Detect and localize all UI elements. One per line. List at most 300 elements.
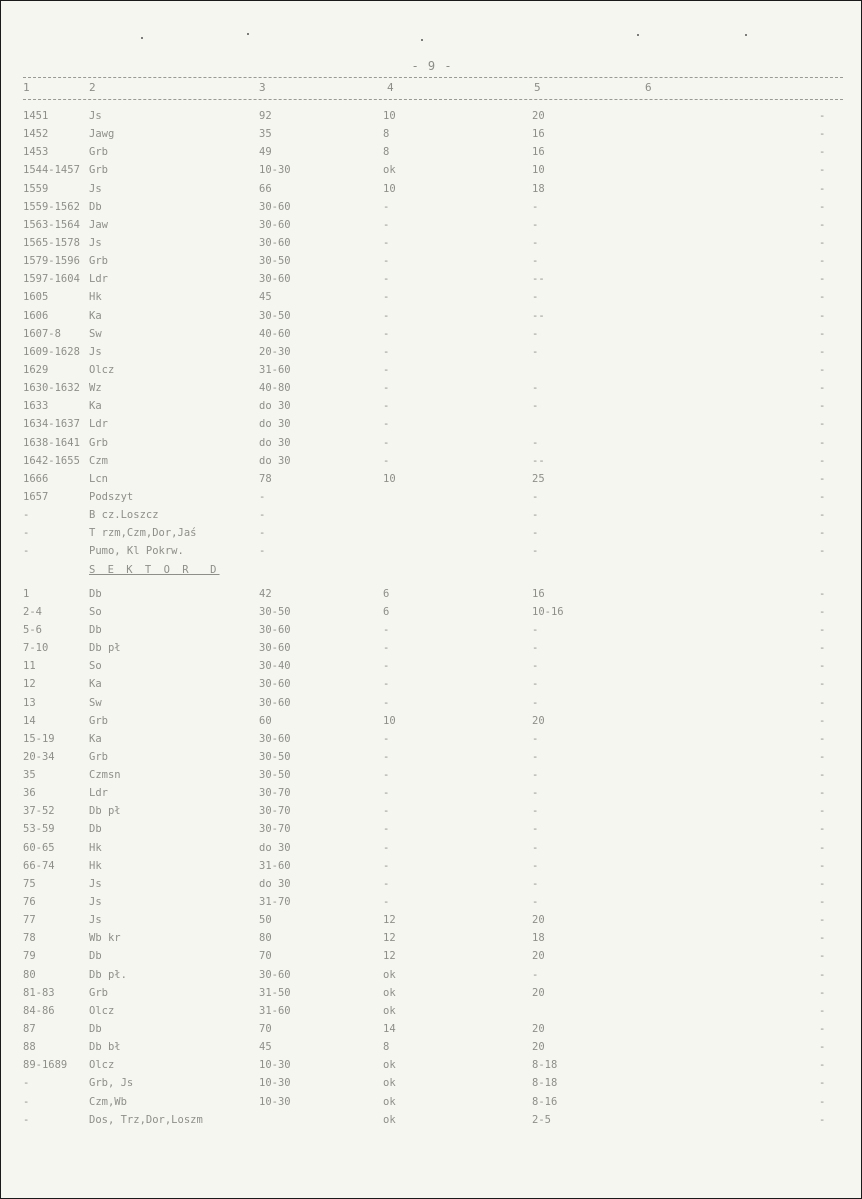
table-row [1,488,862,506]
table-row [1,524,862,542]
table-cell-col2: Grb [89,436,108,449]
table-row [1,379,862,397]
table-cell-col3: 30-50 [259,255,291,268]
table-cell-col5: 8-18 [532,1077,558,1090]
table-cell-col1: 1544-1457 [23,164,80,177]
table-cell-col1: 37-52 [23,805,55,818]
table-row [1,470,862,488]
col-header-4: 4 [387,81,394,94]
table-cell-col4: 12 [383,932,396,945]
table-row [1,1002,862,1020]
table-cell-col1: 1559 [23,182,49,195]
table-cell-col5: 20 [532,110,545,122]
table-cell-col3: do 30 [259,877,291,890]
table-cell-col4: - [383,841,390,854]
table-cell-col3: 30-60 [259,968,291,981]
table-cell-col5: - [532,732,539,745]
table-cell-col5: - [532,490,539,503]
table-cell-col5: - [532,805,539,818]
table-cell-col2: Db [89,587,102,600]
section-heading: S E K T O R D [89,563,220,576]
table-cell-col4: 6 [383,605,390,618]
table-cell-col5: 18 [532,932,545,945]
table-cell-col6: - [819,950,826,963]
table-cell-col4: - [383,660,390,673]
table-cell-col4: 14 [383,1023,396,1036]
table-cell-col3: 70 [259,950,272,963]
table-row [1,161,862,179]
table-cell-col6: - [819,605,826,618]
table-cell-col2: Lcn [89,472,108,485]
table-cell-col5: 8-16 [532,1095,558,1108]
table-cell-col4: ok [383,1113,396,1126]
table-cell-col5: - [532,436,539,449]
table-cell-col2: Db [89,823,102,836]
table-cell-col3: 30-60 [259,642,291,655]
table-row [1,288,862,306]
table-cell-col1: 76 [23,896,36,909]
table-cell-col2: Js [89,345,102,358]
table-cell-col2: Sw [89,696,102,709]
table-cell-col6: - [819,236,826,249]
table-row [1,784,862,802]
table-row [1,893,862,911]
table-row [1,585,862,603]
table-cell-col3: 78 [259,472,272,485]
table-cell-col3: 30-50 [259,769,291,782]
table-cell-col1: 1642-1655 [23,454,80,467]
table-cell-col6: - [819,436,826,449]
table-cell-col1: 2-4 [23,605,42,618]
table-cell-col2: Js [89,877,102,890]
table-cell-col3: 31-60 [259,1004,291,1017]
table-cell-col1: 1606 [23,309,49,322]
table-cell-col6: - [819,623,826,636]
table-cell-col3: 30-60 [259,236,291,249]
table-cell-col4: ok [383,164,396,177]
table-cell-col6: - [819,345,826,358]
table-cell-col4: - [383,859,390,872]
table-cell-col1: 1630-1632 [23,382,80,395]
table-cell-col1: 1565-1578 [23,236,80,249]
col-header-6: 6 [645,81,652,94]
table-cell-col6: - [819,986,826,999]
table-row [1,621,862,639]
table-cell-col2: Jawg [89,128,115,141]
table-cell-col5: - [532,236,539,249]
table-row [1,929,862,947]
table-cell-col5: - [532,291,539,304]
table-cell-col2: Grb [89,164,108,177]
table-row [1,1093,862,1111]
table-cell-col6: - [819,218,826,231]
table-cell-col3: do 30 [259,454,291,467]
table-cell-col4: - [383,291,390,304]
table-cell-col4: - [383,769,390,782]
table-cell-col3: 45 [259,291,272,304]
table-cell-col1: 80 [23,968,36,981]
table-cell-col1: 12 [23,678,36,691]
table-cell-col5: - [532,400,539,413]
table-cell-col1: - [23,527,30,540]
table-row [1,325,862,343]
table-cell-col2: Grb [89,146,108,159]
table-cell-col3: 30-70 [259,787,291,800]
table-cell-col6: - [819,363,826,376]
table-row [1,361,862,379]
table-cell-col4: - [383,732,390,745]
table-cell-col3: 49 [259,146,272,159]
table-cell-col1: 1453 [23,146,49,159]
table-cell-col1: 1597-1604 [23,273,80,286]
table-cell-col3: 60 [259,714,272,727]
table-cell-col1: 1666 [23,472,49,485]
table-cell-col3: - [259,509,266,522]
table-cell-col5: 20 [532,1023,545,1036]
table-cell-col4: - [383,823,390,836]
table-cell-col3: 30-60 [259,273,291,286]
table-cell-col1: 1451 [23,110,49,122]
table-cell-col2: Js [89,110,102,122]
table-cell-col3: 31-60 [259,859,291,872]
table-cell-col2: Pumo, Kl Pokrw. [89,545,184,558]
table-cell-col4: - [383,236,390,249]
header-rule [23,99,843,100]
table-cell-col6: - [819,454,826,467]
table-cell-col6: - [819,182,826,195]
table-cell-col2: Db [89,623,102,636]
table-cell-col6: - [819,1041,826,1054]
table-cell-col5: -- [532,454,545,467]
table-cell-col2: Js [89,236,102,249]
table-cell-col1: 84-86 [23,1004,55,1017]
table-cell-col6: - [819,1113,826,1126]
table-cell-col5: - [532,382,539,395]
table-cell-col4: 10 [383,472,396,485]
table-cell-col2: Db pł [89,805,121,818]
table-cell-col6: - [819,678,826,691]
table-cell-col1: 88 [23,1041,36,1054]
table-cell-col6: - [819,472,826,485]
table-body [1,107,862,1129]
table-cell-col3: 30-60 [259,732,291,745]
table-cell-col5: - [532,623,539,636]
table-cell-col2: Db [89,950,102,963]
table-cell-col6: - [819,841,826,854]
table-cell-col1: 11 [23,660,36,673]
table-cell-col6: - [819,1095,826,1108]
table-cell-col5: - [532,896,539,909]
table-cell-col2: Olcz [89,1059,115,1072]
column-header-row [1,81,862,99]
table-cell-col2: Dos, Trz,Dor,Loszm [89,1113,203,1126]
table-cell-col4: - [383,273,390,286]
table-cell-col2: Ka [89,732,102,745]
table-cell-col3: 92 [259,110,272,122]
table-cell-col1: - [23,1077,30,1090]
table-cell-col5: - [532,696,539,709]
table-cell-col4: - [383,309,390,322]
table-row [1,343,862,361]
table-cell-col4: - [383,255,390,268]
table-row [1,542,862,560]
col-header-1: 1 [23,81,30,94]
table-cell-col6: - [819,732,826,745]
table-cell-col1: 1 [23,587,30,600]
table-cell-col6: - [819,128,826,141]
table-cell-col2: Ldr [89,418,108,431]
table-cell-col4: - [383,896,390,909]
table-cell-col1: 7-10 [23,642,49,655]
table-cell-col1: 1629 [23,363,49,376]
table-row [1,1111,862,1129]
table-cell-col5: - [532,527,539,540]
table-row [1,1038,862,1056]
table-cell-col4: 6 [383,587,390,600]
table-row [1,506,862,524]
table-cell-col1: 89-1689 [23,1059,68,1072]
table-cell-col4: - [383,363,390,376]
table-cell-col5: 20 [532,950,545,963]
table-cell-col5: 10-16 [532,605,564,618]
table-cell-col1: 36 [23,787,36,800]
table-cell-col4: - [383,805,390,818]
table-cell-col4: ok [383,1004,396,1017]
table-cell-col2: Czm,Wb [89,1095,127,1108]
table-cell-col6: - [819,164,826,177]
table-cell-col3: 30-60 [259,200,291,213]
table-cell-col6: - [819,750,826,763]
table-cell-col2: Sw [89,327,102,340]
table-cell-col2: So [89,605,102,618]
table-row [1,766,862,784]
table-cell-col6: - [819,527,826,540]
table-cell-col2: Db bł [89,1041,121,1054]
table-cell-col3: do 30 [259,841,291,854]
table-cell-col5: 16 [532,587,545,600]
table-cell-col6: - [819,968,826,981]
table-cell-col4: - [383,382,390,395]
table-cell-col6: - [819,1059,826,1072]
table-cell-col4: - [383,642,390,655]
table-cell-col6: - [819,110,826,122]
table-row [1,657,862,675]
table-cell-col1: 81-83 [23,986,55,999]
table-cell-col1: 1559-1562 [23,200,80,213]
table-cell-col3: 30-50 [259,309,291,322]
table-cell-col5: - [532,823,539,836]
table-cell-col4: - [383,345,390,358]
page-number: - 9 - [411,59,453,73]
section-heading-row [1,561,862,579]
table-cell-col3: 30-50 [259,750,291,763]
table-cell-col1: 78 [23,932,36,945]
table-cell-col5: 20 [532,986,545,999]
table-cell-col1: 1452 [23,128,49,141]
table-cell-col1: 13 [23,696,36,709]
table-row [1,143,862,161]
table-cell-col5: - [532,877,539,890]
table-cell-col3: do 30 [259,418,291,431]
table-cell-col1: 1638-1641 [23,436,80,449]
table-cell-col1: 1605 [23,291,49,304]
table-cell-col4: - [383,400,390,413]
table-row [1,748,862,766]
table-cell-col5: - [532,660,539,673]
table-cell-col5: - [532,545,539,558]
table-cell-col1: 20-34 [23,750,55,763]
table-cell-col2: Olcz [89,363,115,376]
table-cell-col1: 1657 [23,490,49,503]
table-cell-col5: 20 [532,1041,545,1054]
table-row [1,820,862,838]
table-row [1,1020,862,1038]
table-row [1,1074,862,1092]
table-cell-col3: 30-50 [259,605,291,618]
table-cell-col4: ok [383,1095,396,1108]
table-row [1,125,862,143]
table-row [1,857,862,875]
table-row [1,984,862,1002]
table-cell-col6: - [819,642,826,655]
table-cell-col3: 30-70 [259,823,291,836]
table-cell-col4: - [383,327,390,340]
table-cell-col2: Db [89,200,102,213]
table-cell-col2: So [89,660,102,673]
table-cell-col3: 66 [259,182,272,195]
table-row [1,307,862,325]
table-row [1,270,862,288]
table-cell-col2: Grb [89,986,108,999]
table-cell-col1: 1579-1596 [23,255,80,268]
table-cell-col1: 1563-1564 [23,218,80,231]
table-cell-col6: - [819,509,826,522]
table-row [1,434,862,452]
table-row [1,712,862,730]
table-cell-col2: Js [89,914,102,927]
table-cell-col6: - [819,490,826,503]
table-cell-col1: 53-59 [23,823,55,836]
table-cell-col4: - [383,623,390,636]
col-header-5: 5 [534,81,541,94]
table-cell-col5: - [532,509,539,522]
table-cell-col3: - [259,545,266,558]
table-cell-col3: 30-60 [259,696,291,709]
table-cell-col3: 30-40 [259,660,291,673]
table-cell-col4: - [383,454,390,467]
table-cell-col1: 79 [23,950,36,963]
table-cell-col2: Olcz [89,1004,115,1017]
table-cell-col1: 14 [23,714,36,727]
table-cell-col5: 8-18 [532,1059,558,1072]
table-cell-col1: 1609-1628 [23,345,80,358]
table-cell-col2: Ka [89,400,102,413]
table-cell-col4: 10 [383,182,396,195]
table-cell-col1: - [23,1113,30,1126]
table-cell-col4: 8 [383,1041,390,1054]
table-row [1,397,862,415]
table-row [1,252,862,270]
table-cell-col5: -- [532,273,545,286]
table-cell-col2: Jaw [89,218,108,231]
table-row [1,198,862,216]
table-cell-col2: Czmsn [89,769,121,782]
table-cell-col5: - [532,200,539,213]
table-cell-col1: 75 [23,877,36,890]
table-cell-col6: - [819,1004,826,1017]
table-cell-col1: 87 [23,1023,36,1036]
table-cell-col2: Grb, Js [89,1077,134,1090]
table-cell-col6: - [819,146,826,159]
table-row [1,603,862,621]
table-cell-col3: 31-70 [259,896,291,909]
table-cell-col1: 1607-8 [23,327,61,340]
table-cell-col2: B cz.Loszcz [89,509,159,522]
table-cell-col3: 35 [259,128,272,141]
table-cell-col5: - [532,255,539,268]
table-cell-col1: - [23,1095,30,1108]
table-row [1,452,862,470]
table-cell-col5: - [532,218,539,231]
table-cell-col6: - [819,291,826,304]
table-cell-col3: - [259,490,266,503]
col-header-2: 2 [89,81,96,94]
table-cell-col3: 31-60 [259,363,291,376]
table-cell-col3: do 30 [259,436,291,449]
table-cell-col1: 1634-1637 [23,418,80,431]
table-cell-col5: - [532,769,539,782]
table-cell-col2: Wz [89,382,102,395]
table-row [1,839,862,857]
table-cell-col6: - [819,1023,826,1036]
table-row [1,911,862,929]
table-cell-col3: - [259,527,266,540]
table-cell-col5: - [532,750,539,763]
table-cell-col3: 10-30 [259,1059,291,1072]
table-cell-col2: Grb [89,714,108,727]
table-row [1,216,862,234]
table-cell-col4: ok [383,968,396,981]
table-cell-col6: - [819,714,826,727]
table-cell-col5: -- [532,309,545,322]
table-cell-col2: Czm [89,454,108,467]
table-cell-col6: - [819,273,826,286]
table-cell-col2: Grb [89,750,108,763]
table-cell-col1: 60-65 [23,841,55,854]
table-cell-col5: 2-5 [532,1113,551,1126]
table-cell-col3: 70 [259,1023,272,1036]
table-cell-col6: - [819,914,826,927]
table-cell-col6: - [819,418,826,431]
table-cell-col3: 42 [259,587,272,600]
table-cell-col1: 77 [23,914,36,927]
table-cell-col6: - [819,859,826,872]
table-cell-col6: - [819,877,826,890]
table-row [1,694,862,712]
table-cell-col3: 40-60 [259,327,291,340]
table-cell-col1: - [23,509,30,522]
table-cell-col2: Hk [89,841,102,854]
table-cell-col6: - [819,587,826,600]
table-cell-col5: 16 [532,146,545,159]
table-cell-col5: 16 [532,128,545,141]
table-cell-col5: 18 [532,182,545,195]
table-cell-col1: 35 [23,769,36,782]
table-cell-col4: - [383,200,390,213]
table-cell-col6: - [819,805,826,818]
table-cell-col6: - [819,823,826,836]
table-cell-col6: - [819,255,826,268]
